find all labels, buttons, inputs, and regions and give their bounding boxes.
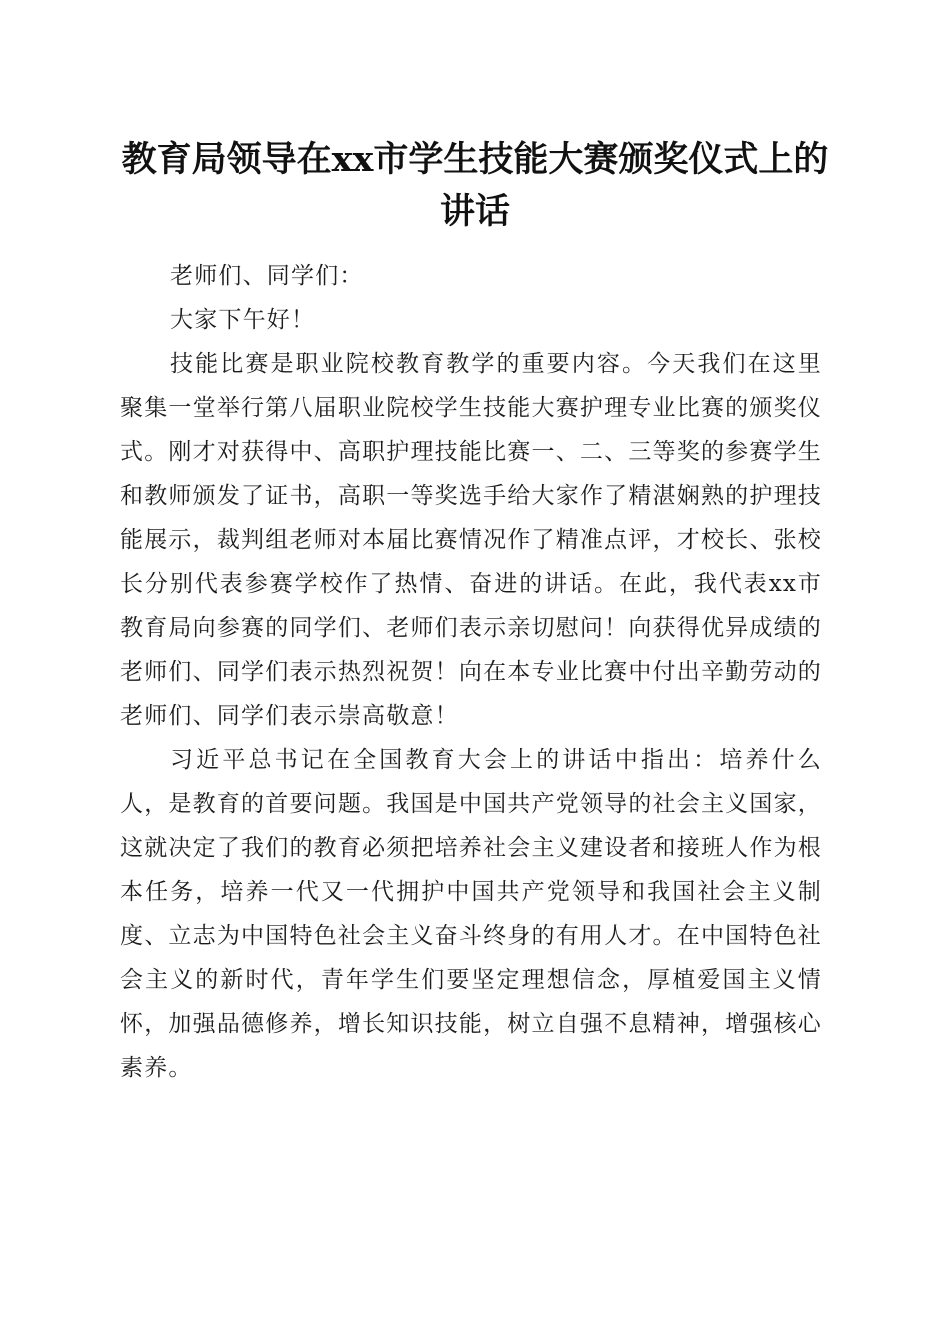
greeting-paragraph: 大家下午好！ xyxy=(170,307,316,333)
document-title: 教育局领导在xx市学生技能大赛颁奖仪式上的讲话 xyxy=(121,139,829,232)
body-paragraph-award-ceremony: 技能比赛是职业院校教育教学的重要内容。今天我们在这里聚集一堂举行第八届职业院校学生技能大赛护理专业比赛的颁奖仪式。刚才对获得中、高职护理技能比赛一、二、三等奖的参赛学生和教师颁发了证书，高职一等奖选手给大家作了精湛娴熟的护理技能展示，裁判组老师对本届比赛情况作了精准点评，才校长、张校长分别代表参赛学校作了热情、奋进的讲话。在此，我代表xx市教育局向参赛的同学们、老师们表示亲切慰问！向获得优异成绩的老师们、同学们表示热烈祝贺！向在本专业比赛中付出辛勤劳动的老师们、同学们表示崇高敬意！ xyxy=(120,351,822,729)
document-body xyxy=(120,254,822,1090)
body-paragraph-education-goal: 习近平总书记在全国教育大会上的讲话中指出：培养什么人，是教育的首要问题。我国是中国共产党领导的社会主义国家，这就决定了我们的教育必须把培养社会主义建设者和接班人作为根本任务，培养一代又一代拥护中国共产党领导和我国社会主义制度、立志为中国特色社会主义奋斗终身的有用人才。在中国特色社会主义的新时代，青年学生们要坚定理想信念，厚植爱国主义情怀，加强品德修养，增长知识技能，树立自强不息精神，增强核心素养。 xyxy=(120,747,822,1081)
salutation-paragraph: 老师们、同学们： xyxy=(170,263,364,289)
